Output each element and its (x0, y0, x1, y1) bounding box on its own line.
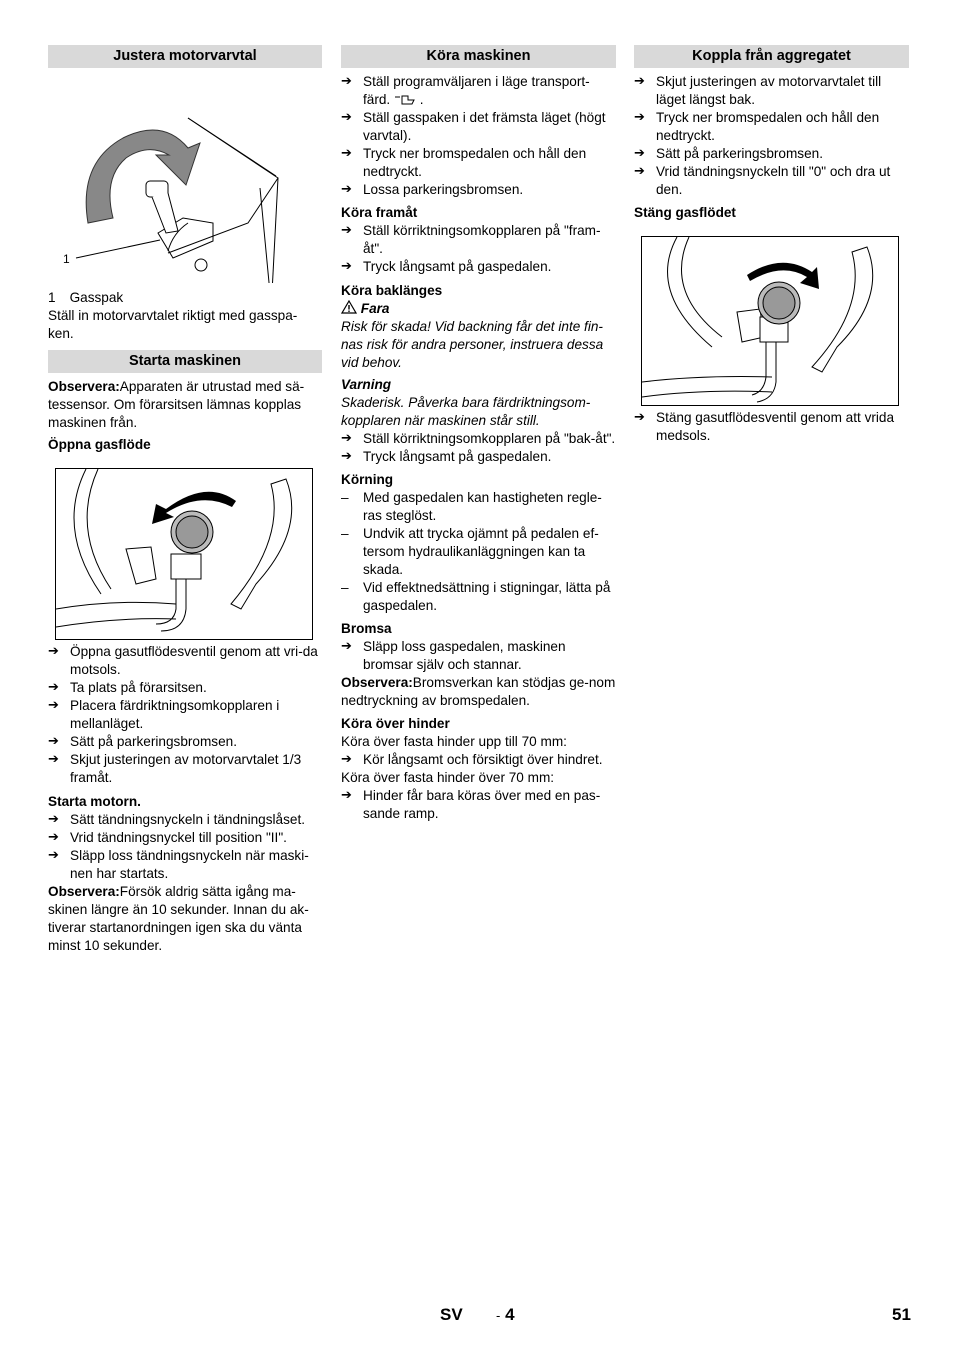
list-item-text: Ställ programväljaren i läge transport-färd. (363, 74, 590, 107)
list-item: ➔ Sätt på parkeringsbromsen. (48, 733, 322, 751)
section-heading-start: Starta maskinen (48, 350, 322, 373)
list-item: ➔ Hinder får bara köras över med en pas-sande ramp. (341, 787, 616, 823)
open-gas-steps (48, 643, 322, 787)
list-item: ➔ Lossa parkeringsbromsen. (341, 181, 616, 199)
column-3 (634, 45, 909, 445)
figure-legend (48, 289, 322, 307)
obstacle-steps-2 (341, 787, 616, 823)
column-1 (48, 45, 322, 955)
list-item: – Vid effektnedsättning i stigningar, lätta på gaspedalen. (341, 579, 616, 615)
column-2 (341, 45, 616, 823)
list-item: ➔ Ställ programväljaren i läge transport-färd. . (341, 73, 616, 109)
throttle-lever-figure (48, 73, 322, 283)
list-item: ➔ Stäng gasutflödesventil genom att vrida medsols. (634, 409, 909, 445)
list-item: ➔ Öppna gasutflödesventil genom att vri-da motsols. (48, 643, 322, 679)
list-item: ➔ Skjut justeringen av motorvarvtalet 1/3 framåt. (48, 751, 322, 787)
list-item: ➔ Placera färdriktningsomkopplaren i mellanläget. (48, 697, 322, 733)
warning-text: Skaderisk. Påverka bara färdriktningsom-kopplaren när maskinen står still. (341, 395, 591, 428)
note2-text: Försök aldrig sätta igång ma-skinen längre än 10 sekunder. Innan du ak-tiverar startanordningen igen ska du vänta minst 10 sekunder. (48, 884, 309, 953)
obstacles-text-1: Köra över fasta hinder upp till 70 mm: (341, 734, 567, 749)
list-item: ➔ Ställ körriktningsomkopplaren på "bak-åt". (341, 430, 616, 448)
list-item: ➔ Tryck långsamt på gaspedalen. (341, 448, 616, 466)
callout-1: 1 (63, 252, 70, 266)
list-item: ➔ Tryck ner bromspedalen och håll den nedtryckt. (341, 145, 616, 181)
list-item: ➔ Tryck ner bromspedalen och håll den nedtryckt. (634, 109, 909, 145)
list-item: ➔ Sätt tändningsnyckeln i tändningslåset. (48, 811, 322, 829)
close-gas-steps (634, 409, 909, 445)
subheading-driving: Körning (341, 472, 394, 487)
forward-steps (341, 222, 616, 276)
legend-number: 1 (48, 290, 56, 305)
obstacles-text-2: Köra över fasta hinder över 70 mm: (341, 770, 555, 785)
note2-paragraph (48, 883, 322, 955)
subheading-forward: Köra framåt (341, 205, 418, 220)
list-item: ➔ Kör långsamt och försiktigt över hindret. (341, 751, 616, 769)
warning-label: Varning (341, 377, 392, 392)
obstacle-steps-1 (341, 751, 616, 769)
subheading-brake: Bromsa (341, 621, 392, 636)
subheading-start-motor: Starta motorn. (48, 794, 141, 809)
list-item: ➔ Släpp loss gaspedalen, maskinen bromsar själv och stannar. (341, 638, 616, 674)
section-heading-adjust-rpm: Justera motorvarvtal (48, 45, 322, 68)
danger-text: Risk för skada! Vid backning får det inte fin-nas risk för andra personer, instruera dessa vid behov. (341, 319, 604, 370)
section-heading-drive: Köra maskinen (341, 45, 616, 68)
subheading-obstacles: Köra över hinder (341, 716, 450, 731)
list-item: ➔ Tryck långsamt på gaspedalen. (341, 258, 616, 276)
footer-language: SV (440, 1305, 463, 1324)
note-text: Apparaten är utrustad med sä-tessensor. Om förarsitsen lämnas kopplas maskinen från. (48, 379, 305, 430)
drive-steps (341, 73, 616, 199)
note2-label: Observera: (48, 884, 120, 899)
note-label: Observera: (341, 675, 413, 690)
list-item: – Undvik att trycka ojämnt på pedalen ef-tersom hydraulikanläggningen kan ta skada. (341, 525, 616, 579)
page-number: 51 (892, 1305, 911, 1324)
open-valve-figure (55, 468, 313, 640)
list-item: ➔ Ställ körriktningsomkopplaren på "fram-åt". (341, 222, 616, 258)
footer-section: - 4 (496, 1305, 515, 1324)
adjust-paragraph: Ställ in motorvarvtalet riktigt med gasspa-ken. (48, 308, 298, 341)
list-item: ➔ Ta plats på förarsitsen. (48, 679, 322, 697)
rotation-arrow-icon (86, 130, 200, 223)
note-paragraph (48, 378, 322, 432)
driving-items (341, 489, 616, 615)
list-item: – Med gaspedalen kan hastigheten regle-ras steglöst. (341, 489, 616, 525)
danger-heading (341, 300, 616, 318)
note-label: Observera: (48, 379, 120, 394)
warning-triangle-icon (341, 300, 357, 314)
note-text: Bromsverkan kan stödjas ge-nom nedtryckning av bromspedalen. (341, 675, 616, 708)
brake-note (341, 674, 616, 710)
subheading-reverse: Köra baklänges (341, 283, 443, 298)
subheading-open-gas: Öppna gasflöde (48, 437, 151, 452)
reverse-steps (341, 430, 616, 466)
list-item: ➔ Sätt på parkeringsbromsen. (634, 145, 909, 163)
legend-text: Gasspak (69, 290, 124, 305)
section-heading-disconnect: Koppla från aggregatet (634, 45, 909, 68)
transport-mode-icon (394, 94, 416, 106)
list-item: ➔ Släpp loss tändningsnyckeln när maski-nen har startats. (48, 847, 322, 883)
list-item: ➔ Skjut justeringen av motorvarvtalet till läget längst bak. (634, 73, 909, 109)
subheading-close-gas: Stäng gasflödet (634, 205, 736, 220)
list-item: ➔ Ställ gasspaken i det främsta läget (högt varvtal). (341, 109, 616, 145)
start-motor-steps (48, 811, 322, 883)
disconnect-steps (634, 73, 909, 199)
footer-section-num: 4 (505, 1305, 515, 1324)
list-item: ➔ Vrid tändningsnyckel till position "II". (48, 829, 322, 847)
brake-steps (341, 638, 616, 674)
close-valve-figure (641, 236, 899, 406)
danger-label: Fara (360, 301, 390, 316)
list-item: ➔ Vrid tändningsnyckeln till "0" och dra ut den. (634, 163, 909, 199)
